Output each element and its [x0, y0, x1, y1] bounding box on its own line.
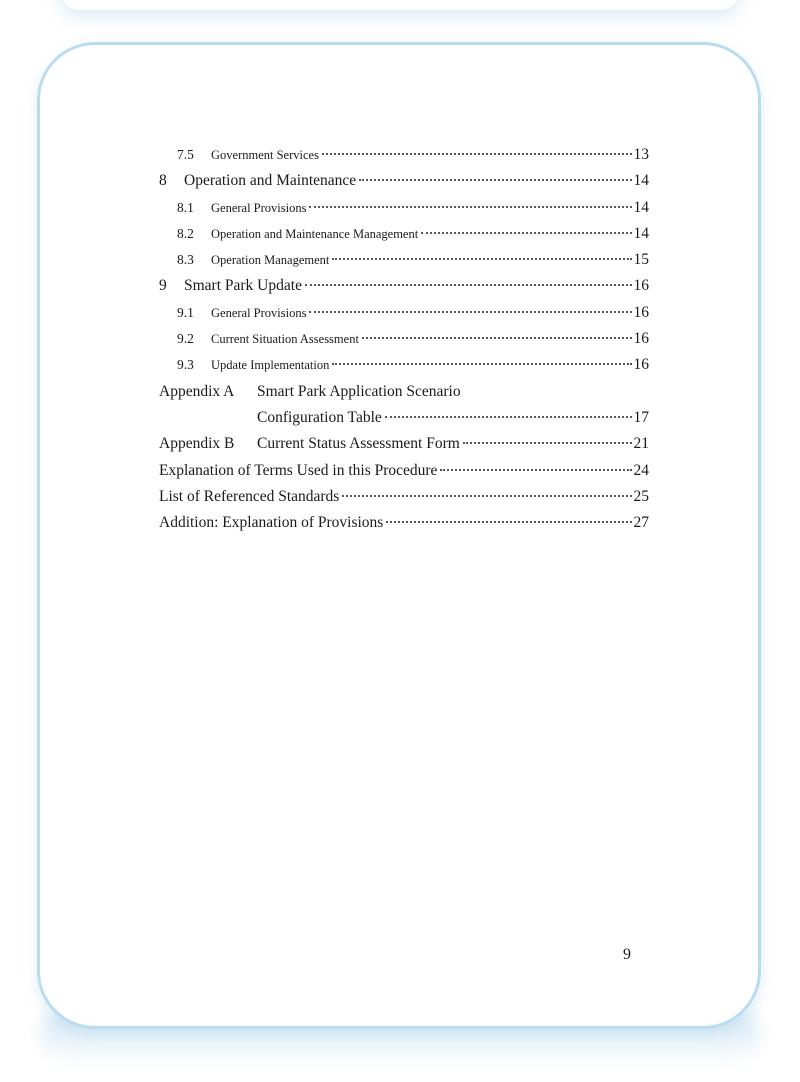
toc-entry-title: Explanation of Terms Used in this Procedure [159, 461, 438, 479]
dot-leader [305, 284, 632, 286]
dot-leader [309, 311, 631, 313]
toc-entry-8-1[interactable] [159, 199, 649, 225]
toc-entry-9[interactable] [159, 277, 649, 303]
toc-entry-title: Configuration Table [257, 408, 382, 426]
toc-entry-number: 9.1 [177, 304, 194, 320]
toc-entry-number: 8.1 [177, 199, 194, 215]
toc-entry-page: 16 [633, 356, 649, 374]
toc-entry-title: Government Services [211, 148, 319, 162]
toc-entry-number: Appendix A [159, 382, 235, 400]
table-of-contents [159, 146, 649, 540]
dot-leader [359, 179, 631, 181]
toc-entry-title: General Provisions [211, 200, 307, 215]
toc-entry-page: 15 [633, 251, 649, 269]
toc-entry-title: List of Referenced Standards [159, 487, 340, 505]
dot-leader [362, 337, 632, 339]
dot-leader [386, 521, 631, 523]
toc-entry-number: 7.5 [177, 147, 194, 162]
toc-entry-page: 17 [633, 408, 649, 426]
toc-entry-9-2[interactable] [159, 330, 649, 356]
toc-entry-number: 9.2 [177, 331, 194, 347]
toc-entry-referenced-standards[interactable] [159, 488, 649, 514]
dot-leader [309, 206, 631, 208]
toc-entry-7-5[interactable] [159, 146, 649, 172]
toc-entry-number: 9 [159, 277, 167, 295]
dot-leader [440, 469, 631, 471]
toc-entry-appendix-a-continued[interactable] [159, 409, 649, 435]
dot-leader [322, 153, 632, 155]
toc-entry-title: Operation and Maintenance [184, 172, 357, 190]
page-number: 9 [623, 946, 631, 963]
toc-entry-8-3[interactable] [159, 251, 649, 277]
toc-entry-title: Addition: Explanation of Provisions [159, 514, 384, 532]
dot-leader [332, 363, 631, 365]
toc-entry-appendix-a[interactable] [159, 383, 649, 409]
toc-entry-title: Smart Park Update [184, 277, 302, 295]
toc-entry-title: Smart Park Application Scenario [257, 382, 461, 400]
toc-entry-page: 14 [633, 224, 649, 242]
toc-entry-8-2[interactable] [159, 225, 649, 251]
toc-entry-8[interactable] [159, 172, 649, 198]
toc-entry-number: 8.2 [177, 225, 194, 241]
toc-entry-page: 16 [633, 330, 649, 348]
toc-entry-number: Appendix B [159, 435, 235, 453]
toc-entry-page: 27 [633, 514, 649, 532]
toc-entry-title: Update Implementation [211, 358, 330, 373]
toc-entry-page: 25 [633, 487, 649, 505]
toc-entry-number: 8.3 [177, 252, 194, 268]
dot-leader [342, 495, 631, 497]
toc-entry-provisions-explanation[interactable] [159, 514, 649, 540]
toc-entry-title: Current Status Assessment Form [257, 435, 460, 453]
toc-entry-page: 16 [633, 303, 649, 321]
top-page-edge [60, 0, 740, 10]
toc-entry-page: 13 [633, 146, 649, 163]
toc-entry-9-1[interactable] [159, 304, 649, 330]
toc-entry-terms-explanation[interactable] [159, 462, 649, 488]
toc-entry-page: 16 [633, 277, 649, 295]
toc-entry-page: 24 [633, 461, 649, 479]
toc-entry-title: Current Situation Assessment [211, 332, 359, 347]
toc-entry-number: 8 [159, 172, 167, 190]
toc-entry-page: 21 [633, 435, 649, 453]
toc-entry-number: 9.3 [177, 357, 194, 373]
toc-entry-appendix-b[interactable] [159, 435, 649, 461]
toc-entry-page: 14 [633, 198, 649, 216]
dot-leader [332, 258, 631, 260]
toc-entry-title: General Provisions [211, 305, 307, 320]
dot-leader [421, 232, 631, 234]
toc-entry-page: 14 [633, 172, 649, 190]
toc-entry-9-3[interactable] [159, 356, 649, 382]
dot-leader [385, 416, 632, 418]
dot-leader [463, 442, 632, 444]
toc-entry-title: Operation Management [211, 253, 330, 268]
toc-entry-title: Operation and Maintenance Management [211, 226, 419, 241]
